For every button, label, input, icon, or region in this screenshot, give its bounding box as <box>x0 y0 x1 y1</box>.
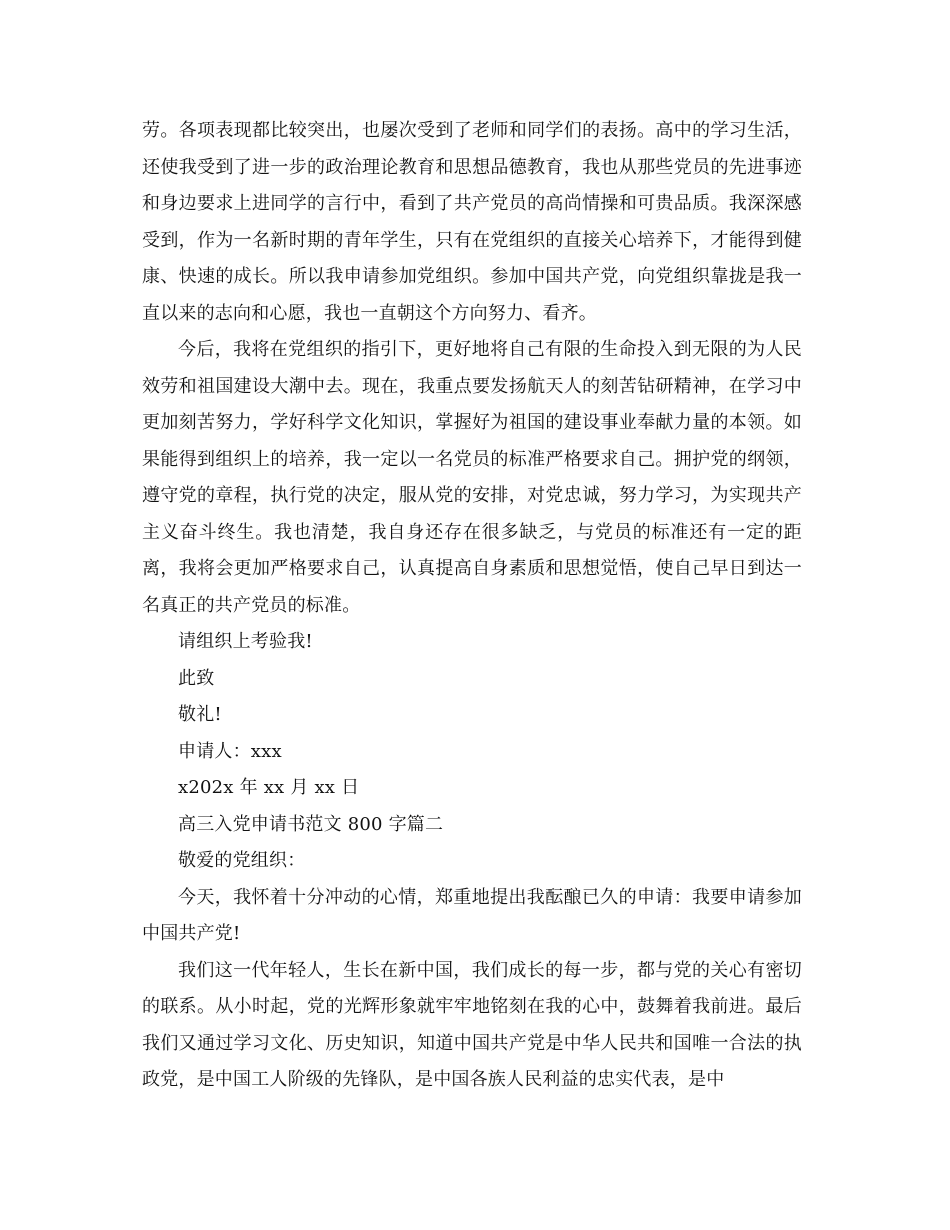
date-line: x202x 年 xx 月 xx 日 <box>178 777 360 798</box>
salutation-cizhi: 此致 <box>178 667 215 689</box>
applicant-line: 申请人：xxx <box>178 740 282 762</box>
paragraph-continued: 劳。各项表现都比较突出，也屡次受到了老师和同学们的表扬。高中的学习生活，还使我受到了进一步的政治理论教育和思想品德教育，我也从那些党员的先进事迹和身边要求上进同学的言行中，看到了共产党员的高尚情操和可贵品质。我深深感受到，作为一名新时期的青年学生，只有在党组织的直接关心培养下，才能得到健康、快速的成长。所以我申请参加党组织。参加中国共产党，向党组织靠拢是我一直以来的志向和心愿，我也一直朝这个方向努力、看齐。 <box>142 120 802 324</box>
salutation-jingli: 敬礼! <box>178 704 222 725</box>
paragraph-application-statement: 今天，我怀着十分冲动的心情，郑重地提出我酝酿已久的申请：我要申请参加中国共产党! <box>142 886 802 944</box>
document-body <box>142 113 802 1099</box>
paragraph-future-commitment: 今后，我将在党组织的指引下，更好地将自己有限的生命投入到无限的为人民效劳和祖国建设大潮中去。现在，我重点要发扬航天人的刻苦钻研精神，在学习中更加刻苦努力，学好科学文化知识，掌握好为祖国的建设事业奉献力量的本领。如果能得到组织上的培养，我一定以一名党员的标准严格要求自己。拥护党的纲领，遵守党的章程，执行党的决定，服从党的安排，对党忠诚，努力学习，为实现共产主义奋斗终生。我也清楚，我自身还存在很多缺乏，与党员的标准还有一定的距离，我将会更加严格要求自己，认真提高自身素质和思想觉悟，使自己早日到达一名真正的共产党员的标准。 <box>142 339 802 616</box>
closing-request-line: 请组织上考验我! <box>178 631 313 652</box>
letter-greeting: 敬爱的党组织： <box>178 850 306 871</box>
section-heading: 高三入党申请书范文 800 字篇二 <box>178 813 444 835</box>
paragraph-generation: 我们这一代年轻人，生长在新中国，我们成长的每一步，都与党的关心有密切的联系。从小时起，党的光辉形象就牢牢地铭刻在我的心中，鼓舞着我前进。最后我们又通过学习文化、历史知识，知道中国共产党是中华人民共和国唯一合法的执政党，是中国工人阶级的先锋队，是中国各族人民利益的忠实代表，是中 <box>142 959 802 1090</box>
